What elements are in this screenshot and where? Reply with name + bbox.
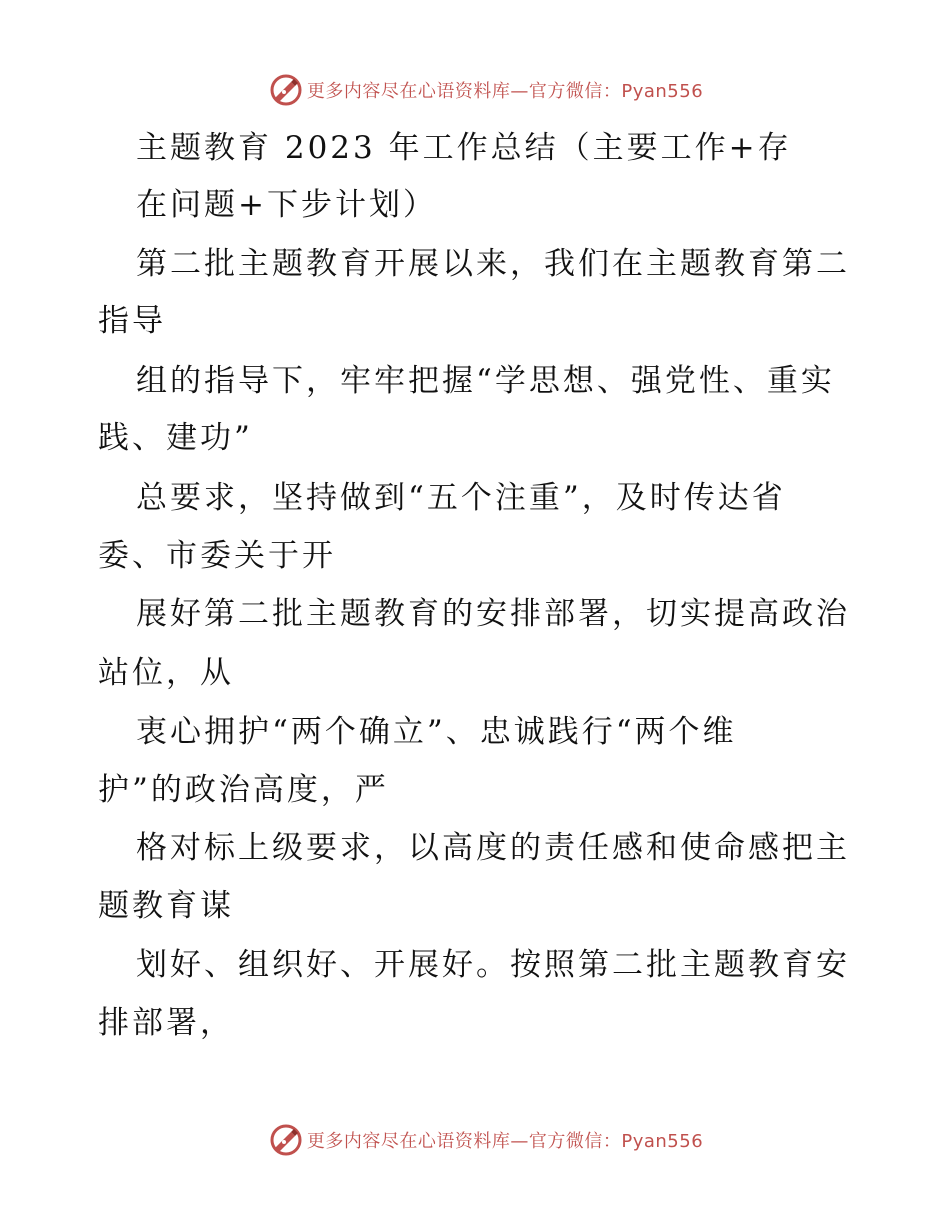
text-line: 格对标上级要求，以高度的责任感和使命感把主 [136,830,850,866]
text-line: 衷心拥护“两个确立”、忠诚践行“两个维 [136,714,737,750]
text-line: 展好第二批主题教育的安排部署，切实提高政治 [136,596,850,632]
text-line: 护”的政治高度，严 [98,772,389,808]
text-line: 站位，从 [98,655,234,691]
text-line: 委、市委关于开 [98,538,336,574]
text-line: 组的指导下，牢牢把握“学思想、强党性、重实 [136,363,835,399]
text-line: 划好、组织好、开展好。按照第二批主题教育安 [136,947,850,983]
title-line-2: 在问题+下步计划） [136,187,437,223]
text-line: 践、建功” [98,420,253,456]
header-banner-content [269,73,703,107]
text-line: 指导 [98,303,166,339]
banner-text: 更多内容尽在心语资料库—官方微信：Pyan556 [306,1131,704,1152]
header-banner [0,70,950,110]
title-line-1: 主题教育 2023 年工作总结（主要工作+存 [136,130,792,166]
text-line: 总要求，坚持做到“五个注重”，及时传达省 [136,480,786,516]
pen-logo-icon [269,73,303,107]
footer-banner-content [269,1123,703,1157]
text-line: 排部署， [98,1005,234,1041]
text-line: 题教育谋 [98,888,234,924]
banner-text: 更多内容尽在心语资料库—官方微信：Pyan556 [306,81,704,102]
footer-banner [0,1120,950,1160]
text-line: 第二批主题教育开展以来，我们在主题教育第二 [136,246,850,282]
pen-logo-icon [269,1123,303,1157]
